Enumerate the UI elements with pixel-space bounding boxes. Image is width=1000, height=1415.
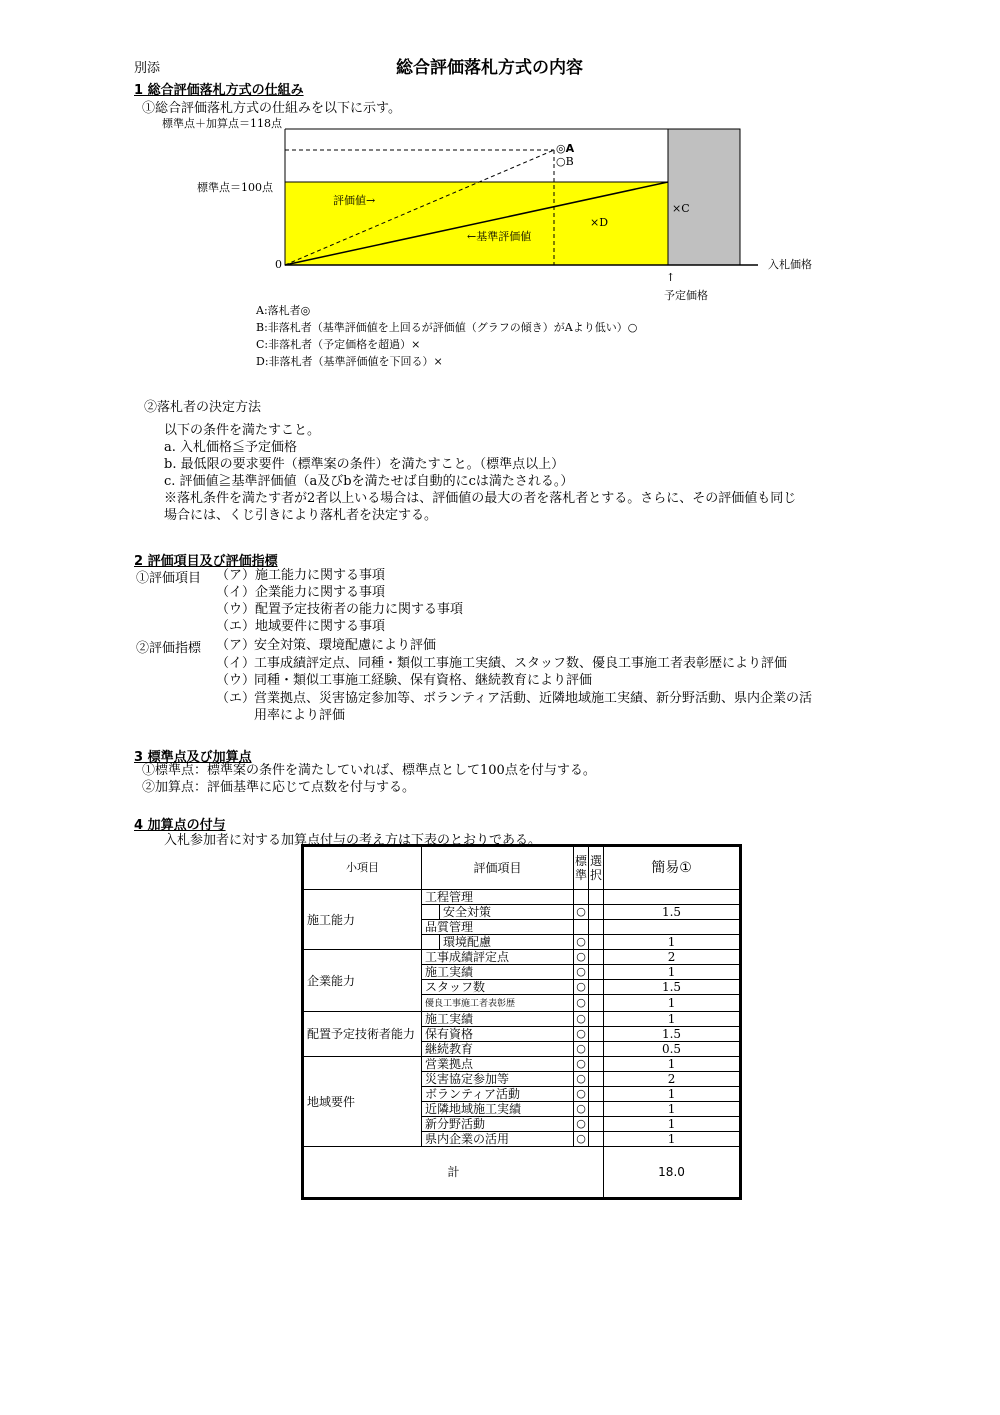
total-value-cell: 18.0 — [604, 1147, 740, 1198]
selection-cell — [589, 1057, 604, 1072]
standard-mark-cell — [574, 920, 589, 935]
evaluation-item: （ウ）配置予定技術者の能力に関する事項 — [216, 602, 464, 617]
standard-mark-cell: ○ — [574, 1042, 589, 1057]
section-3-heading: 3 標準点及び加算点 — [134, 750, 252, 765]
item-cell — [422, 1102, 574, 1117]
evaluation-item: （エ）地域要件に関する事項 — [216, 619, 386, 634]
item-name: 環境配慮 — [439, 935, 491, 949]
evaluation-item: （イ）企業能力に関する事項 — [216, 585, 386, 600]
index-mark: （エ） — [216, 690, 256, 706]
decision-conditions — [164, 422, 796, 524]
group-name-cell: 施工能力 — [304, 890, 422, 950]
selection-cell — [589, 950, 604, 965]
item-name: 近隣地域施工実績 — [425, 1102, 522, 1116]
score-value-cell — [604, 920, 740, 935]
item-name: 施工実績 — [425, 965, 474, 979]
legend-a: A:落札者◎ — [256, 304, 311, 317]
additional-score-text: ②加算点：評価基準に応じて点数を付与する。 — [142, 780, 416, 795]
selection-cell — [589, 920, 604, 935]
item-cell — [422, 905, 574, 920]
item-cell — [422, 950, 574, 965]
standard-score-label: 標準点＝100点 — [197, 181, 273, 194]
item-name: 施工実績 — [425, 1012, 474, 1026]
section-4-intro: 入札参加者に対する加算点付与の考え方は下表のとおりである。 — [164, 833, 542, 848]
planned-price-label: 予定価格 — [664, 289, 708, 302]
section-4-heading: 4 加算点の付与 — [134, 818, 226, 833]
index-mark: （ウ） — [216, 673, 256, 688]
item-cell — [422, 1042, 574, 1057]
group-name-cell: 地域要件 — [304, 1057, 422, 1147]
item-name: スタッフ数 — [425, 980, 486, 994]
selection-cell — [589, 1042, 604, 1057]
score-value-cell: 1 — [604, 1087, 740, 1102]
score-value-cell — [604, 890, 740, 905]
item-cell — [422, 1117, 574, 1132]
score-value-cell: 2 — [604, 1072, 740, 1087]
index-row — [216, 690, 812, 708]
selection-cell — [589, 980, 604, 995]
standard-mark-cell: ○ — [574, 1012, 589, 1027]
index-row — [216, 637, 812, 655]
base-evaluation-label: ←基準評価値 — [467, 230, 532, 243]
score-value-cell: 2 — [604, 950, 740, 965]
point-c-label: ×C — [672, 202, 690, 215]
decision-line: b. 最低限の要求要件（標準案の条件）を満たすこと。（標準点以上） — [164, 457, 565, 472]
item-cell — [422, 1132, 574, 1147]
standard-mark-cell: ○ — [574, 1132, 589, 1147]
score-value-cell: 1 — [604, 1012, 740, 1027]
score-value-cell: 1.5 — [604, 905, 740, 920]
item-cell — [422, 1012, 574, 1027]
selection-cell — [589, 935, 604, 950]
legend-b: B:非落札者（基準評価値を上回るが評価値（グラフの傾き）がAより低い）○ — [256, 321, 638, 334]
score-value-cell: 1 — [604, 965, 740, 980]
selection-cell — [589, 905, 604, 920]
item-cell — [422, 935, 574, 950]
item-cell — [422, 890, 574, 905]
section-3-lines — [142, 762, 596, 796]
evaluation-items-list — [216, 567, 463, 635]
score-value-cell: 0.5 — [604, 1042, 740, 1057]
index-text: 工事成績評定点、同種・類似工事施工実績、スタッフ数、優良工事施工者表彰歴により評価 — [254, 655, 788, 671]
header-simple: 簡易① — [604, 847, 740, 890]
zero-label: 0 — [275, 258, 282, 271]
legend-d: D:非落札者（基準評価値を下回る）× — [256, 355, 443, 368]
score-value-cell: 1 — [604, 995, 740, 1012]
standard-mark-cell: ○ — [574, 1027, 589, 1042]
selection-cell — [589, 1087, 604, 1102]
selection-cell — [589, 1102, 604, 1117]
item-cell — [422, 1087, 574, 1102]
index-text: 用率により評価 — [254, 708, 346, 723]
index-row — [216, 655, 812, 673]
standard-mark-cell — [574, 890, 589, 905]
section-1-intro: ①総合評価落札方式の仕組みを以下に示す。 — [142, 101, 401, 116]
table-header-row — [304, 847, 740, 890]
decision-line: ※落札条件を満たす者が2者以上いる場合は、評価値の最大の者を落札者とする。さらに、その評価値も同じ — [164, 491, 797, 506]
item-name: 優良工事施工者表彰歴 — [425, 999, 516, 1009]
evaluation-value-label: 評価値→ — [333, 194, 376, 207]
index-mark: （イ） — [216, 655, 256, 671]
standard-mark-cell: ○ — [574, 935, 589, 950]
standard-score-text: ①標準点：標準案の条件を満たしていれば、標準点として100点を付与する。 — [142, 763, 596, 778]
standard-mark-cell: ○ — [574, 1117, 589, 1132]
item-name: 安全対策 — [439, 905, 491, 919]
score-value-cell: 1 — [604, 1057, 740, 1072]
section-2-heading: 2 評価項目及び評価指標 — [134, 554, 278, 569]
selection-cell — [589, 890, 604, 905]
item-name: ボランティア活動 — [425, 1087, 521, 1101]
standard-mark-cell: ○ — [574, 965, 589, 980]
item-name: 継続教育 — [425, 1042, 474, 1056]
score-value-cell: 1 — [604, 1132, 740, 1147]
section-1-heading: 1 総合評価落札方式の仕組み — [134, 83, 304, 98]
item-cell — [422, 995, 574, 1012]
legend-c: C:非落札者（予定価格を超過）× — [256, 338, 421, 351]
header-sub-item: 小項目 — [304, 847, 422, 890]
graph-legend — [256, 302, 637, 370]
item-name: 営業拠点 — [425, 1057, 474, 1071]
selection-cell — [589, 1012, 604, 1027]
total-label-cell: 計 — [304, 1147, 604, 1198]
table-row — [304, 1012, 740, 1027]
score-value-cell: 1 — [604, 935, 740, 950]
point-d-label: ×D — [590, 216, 609, 229]
standard-mark-cell: ○ — [574, 1102, 589, 1117]
selection-cell — [589, 1027, 604, 1042]
table-row — [304, 950, 740, 965]
decision-line: a. 入札価格≦予定価格 — [164, 440, 298, 455]
standard-mark-cell: ○ — [574, 1057, 589, 1072]
standard-mark-cell: ○ — [574, 1072, 589, 1087]
group-name-cell: 配置予定技術者能力 — [304, 1012, 422, 1057]
item-name: 新分野活動 — [425, 1117, 486, 1131]
max-score-label: 標準点＋加算点＝118点 — [162, 117, 282, 130]
table-row — [304, 890, 740, 905]
index-row — [216, 707, 812, 725]
standard-mark-cell: ○ — [574, 995, 589, 1012]
point-a-label: ◎A — [556, 142, 575, 155]
evaluation-item: （ア）施工能力に関する事項 — [216, 568, 386, 583]
item-name: 保有資格 — [425, 1027, 474, 1041]
score-value-cell: 1.5 — [604, 1027, 740, 1042]
score-value-cell: 1 — [604, 1117, 740, 1132]
decision-heading: ②落札者の決定方法 — [144, 400, 262, 415]
item-cell — [422, 1072, 574, 1087]
index-text: 安全対策、環境配慮により評価 — [254, 638, 437, 653]
selection-cell — [589, 1072, 604, 1087]
selection-cell — [589, 965, 604, 980]
attachment-label: 別添 — [134, 61, 161, 76]
index-mark: （ア） — [216, 638, 256, 653]
header-selection: 選択 — [589, 847, 604, 890]
evaluation-items-label: ①評価項目 — [136, 571, 202, 586]
index-row — [216, 672, 812, 690]
document-title: 総合評価落札方式の内容 — [396, 58, 583, 78]
table-row — [304, 1057, 740, 1072]
item-cell — [422, 1027, 574, 1042]
score-value-cell: 1 — [604, 1102, 740, 1117]
item-cell — [422, 920, 574, 935]
decision-line: 場合には、くじ引きにより落札者を決定する。 — [164, 508, 438, 523]
item-name: 品質管理 — [425, 920, 474, 934]
index-text: 営業拠点、災害協定参加等、ボランティア活動、近隣地域施工実績、新分野活動、県内企業の活 — [254, 690, 812, 706]
item-name: 工程管理 — [425, 890, 474, 904]
item-cell — [422, 980, 574, 995]
header-standard: 標準 — [574, 847, 589, 890]
graph-gray-area — [668, 129, 740, 265]
selection-cell — [589, 995, 604, 1012]
decision-line: 以下の条件を満たすこと。 — [164, 423, 321, 438]
group-name-cell: 企業能力 — [304, 950, 422, 1012]
item-name: 災害協定参加等 — [425, 1072, 510, 1086]
standard-mark-cell: ○ — [574, 980, 589, 995]
item-name: 工事成績評定点 — [425, 950, 510, 964]
score-value-cell: 1.5 — [604, 980, 740, 995]
standard-mark-cell: ○ — [574, 950, 589, 965]
score-table — [303, 846, 740, 1198]
item-cell — [422, 965, 574, 980]
index-text: 同種・類似工事施工経験、保有資格、継続教育により評価 — [254, 673, 593, 688]
bid-price-label: 入札価格 — [768, 258, 812, 271]
point-b-label: ○B — [556, 155, 574, 168]
evaluation-index-label: ②評価指標 — [136, 641, 202, 656]
score-table-wrapper — [301, 844, 742, 1200]
selection-cell — [589, 1117, 604, 1132]
standard-mark-cell: ○ — [574, 905, 589, 920]
item-name: 県内企業の活用 — [425, 1132, 510, 1146]
selection-cell — [589, 1132, 604, 1147]
decision-line: c. 評価値≧基準評価値（a及びbを満たせば自動的にcは満たされる。） — [164, 474, 574, 489]
evaluation-index-list — [216, 637, 812, 725]
standard-mark-cell: ○ — [574, 1087, 589, 1102]
up-arrow-icon: ↑ — [666, 271, 676, 284]
table-total-row — [304, 1147, 740, 1198]
item-cell — [422, 1057, 574, 1072]
header-evaluation-item: 評価項目 — [422, 847, 574, 890]
